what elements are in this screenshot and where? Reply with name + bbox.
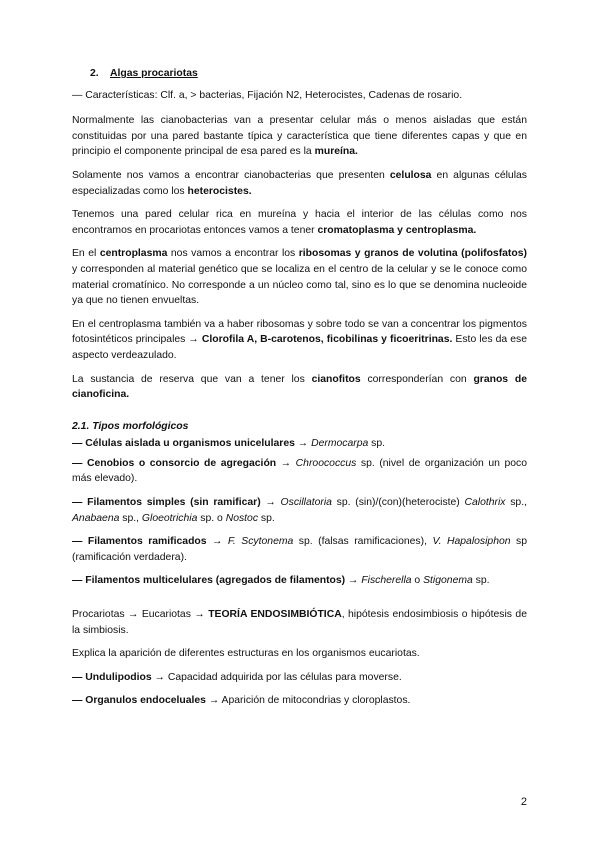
page-number: 2: [520, 796, 527, 808]
list-item: — Undulipodios → Capacidad adquirida por las células para moverse.: [72, 671, 402, 683]
list-item: — Células aislada u organismos unicelulares → Dermocarpa sp.: [72, 438, 385, 450]
document-body: [72, 66, 527, 717]
subsection-heading: 2.1. Tipos morfológicos: [72, 420, 189, 432]
list-item: — Cenobios o consorcio de agregación → Chroococcus sp. (nivel de organización un poco más elevado).: [72, 457, 527, 485]
section-heading: [90, 66, 527, 82]
paragraph-reserva: La sustancia de reserva que van a tener los cianofitos corresponderían con granos de cianoficina.: [72, 373, 527, 401]
list-item: — Filamentos simples (sin ramificar) → Oscillatoria sp. (sin)/(con)(heterociste) Calothrix sp., Anabaena sp., Gloeotrichia sp. o Nostoc sp.: [72, 497, 527, 524]
list-item: — Filamentos ramificados → F. Scytonema sp. (falsas ramificaciones), V. Hapalosiphon sp (ramificación verdadera).: [72, 536, 527, 563]
paragraph-celulosa: Solamente nos vamos a encontrar cianobacterias que presenten celulosa en algunas células especializadas como los heterocistes.: [72, 169, 527, 197]
section-number: 2.: [90, 68, 99, 79]
characteristics-line: — Características: Clf. a, > bacterias, Fijación N2, Heterocistes, Cadenas de rosario.: [72, 89, 463, 101]
section-title: Algas procariotas: [110, 68, 198, 79]
paragraph-pared: Tenemos una pared celular rica en mureína y hacia el interior de las células como nos encontramos en procariotas entonces vamos a tener cromatoplasma y centroplasma.: [72, 209, 527, 236]
paragraph-endosimbiotica: Procariotas → Eucariotas → TEORÍA ENDOSIMBIÓTICA, hipótesis endosimbiosis o hipótesis de la simbiosis.: [72, 609, 527, 636]
list-item: — Organulos endoceluales → Aparición de mitocondrias y cloroplastos.: [72, 695, 411, 707]
list-item: — Filamentos multicelulares (agregados de filamentos) → Fischerella o Stigonema sp.: [72, 575, 490, 587]
paragraph-explica: Explica la aparición de diferentes estructuras en los organismos eucariotas.: [72, 648, 420, 660]
paragraph-mureina: Normalmente las cianobacterias van a presentar celular más o menos aisladas que están constituidas por una pared bastante típica y característica que tiene diferentes capas y que en principio el componente principal de esa pared es la mureína.: [72, 115, 527, 158]
paragraph-pigmentos: En el centroplasma también va a haber ribosomas y sobre todo se van a concentrar los pigmentos fotosintéticos principales → Clorofila A, B-carotenos, ficobilinas y ficoeritrinas. Esto les da ese aspecto verdeazulado.: [72, 318, 527, 361]
paragraph-centroplasma: En el centroplasma nos vamos a encontrar los ribosomas y granos de volutina (polifosfatos) y corresponden al material genético que se localiza en el centro de la celular y se le conoce como material cromatínico. No corresponde a un núcleo como tal, sino es lo que se denomina nucleoide ya que no tienen envueltas.: [72, 248, 527, 307]
